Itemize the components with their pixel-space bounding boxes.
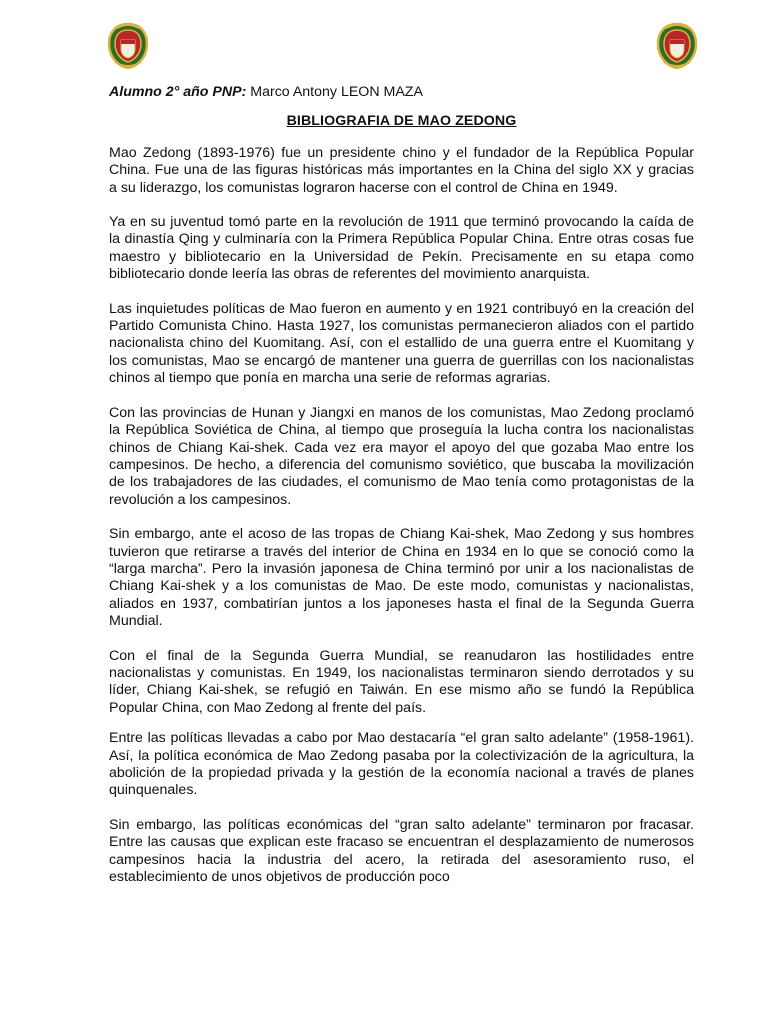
student-name: Marco Antony LEON MAZA: [246, 84, 423, 100]
paragraph: Ya en su juventud tomó parte en la revolución de 1911 que terminó provocando la caída de la dinastía Qing y culminaría con la Primera República Popular China. Entre otras cosas fue maestro y bibliotecario en la Universidad de Pekín. Precisamente en su etapa como bibliotecario donde leería las obras de referentes del movimiento anarquista.: [109, 214, 694, 283]
police-crest-icon: [656, 22, 698, 70]
student-line: [109, 84, 694, 101]
police-crest-icon: [107, 22, 149, 70]
paragraph: Sin embargo, ante el acoso de las tropas de Chiang Kai-shek, Mao Zedong y sus hombres tuvieron que retirarse a través del interior de China en 1934 en lo que se conoció como la “larga marcha”. Pero la invasión japonesa de China terminó por unir a los nacionalistas de Chiang Kai-shek y a los comunistas de Mao. De este modo, comunistas y nacionalistas, aliados en 1937, combatirían juntos a los japoneses hasta el final de la Segunda Guerra Mundial.: [109, 526, 694, 630]
paragraph: Con las provincias de Hunan y Jiangxi en manos de los comunistas, Mao Zedong proclamó la República Soviética de China, al tiempo que proseguía la lucha contra los nacionalistas chinos de Chiang Kai-shek. Cada vez era mayor el apoyo del que gozaba Mao entre los campesinos. De hecho, a diferencia del comunismo soviético, que buscaba la movilización de los trabajadores de las ciudades, el comunismo de Mao tenía como protagonistas de la revolución a los campesinos.: [109, 404, 694, 508]
paragraph: Mao Zedong (1893-1976) fue un presidente chino y el fundador de la República Popular China. Fue una de las figuras históricas más importantes en la China del siglo XX y gracias a su liderazgo, los comunistas lograron hacerse con el control de China en 1949.: [109, 144, 694, 196]
paragraph: Las inquietudes políticas de Mao fueron en aumento y en 1921 contribuyó en la creación del Partido Comunista Chino. Hasta 1927, los comunistas permanecieron aliados con el partido nacionalista chino del Kuomitang. Así, con el estallido de una guerra entre el Kuomitang y los comunistas, Mao se encargó de mantener una guerra de guerrillas con los nacionalistas chinos al tiempo que ponía en marcha una serie de reformas agrarias.: [109, 300, 694, 387]
student-label: Alumno 2° año PNP:: [109, 84, 247, 100]
document-body: [109, 84, 694, 903]
paragraph: Entre las políticas llevadas a cabo por Mao destacaría “el gran salto adelante” (1958-1961). Así, la política económica de Mao Zedong pasaba por la colectivización de la agricultura, la abolición de la propiedad privada y la gestión de la economía nacional a través de planes quinquenales.: [109, 730, 694, 799]
paragraph: Sin embargo, las políticas económicas del “gran salto adelante” terminaron por fracasar. Entre las causas que explican este fracaso se encuentran el desplazamiento de numerosos campesinos hacia la industria del acero, la retirada del asesoramiento ruso, el establecimiento de unos objetivos de producción poco: [109, 816, 694, 886]
document-title: BIBLIOGRAFIA DE MAO ZEDONG: [286, 113, 517, 130]
paragraph: Con el final de la Segunda Guerra Mundial, se reanudaron las hostilidades entre nacionalistas y comunistas. En 1949, los nacionalistas terminaron siendo derrotados y su líder, Chiang Kai-shek, se refugió en Taiwán. En ese mismo año se fundó la República Popular China, con Mao Zedong al frente del país.: [109, 647, 694, 716]
